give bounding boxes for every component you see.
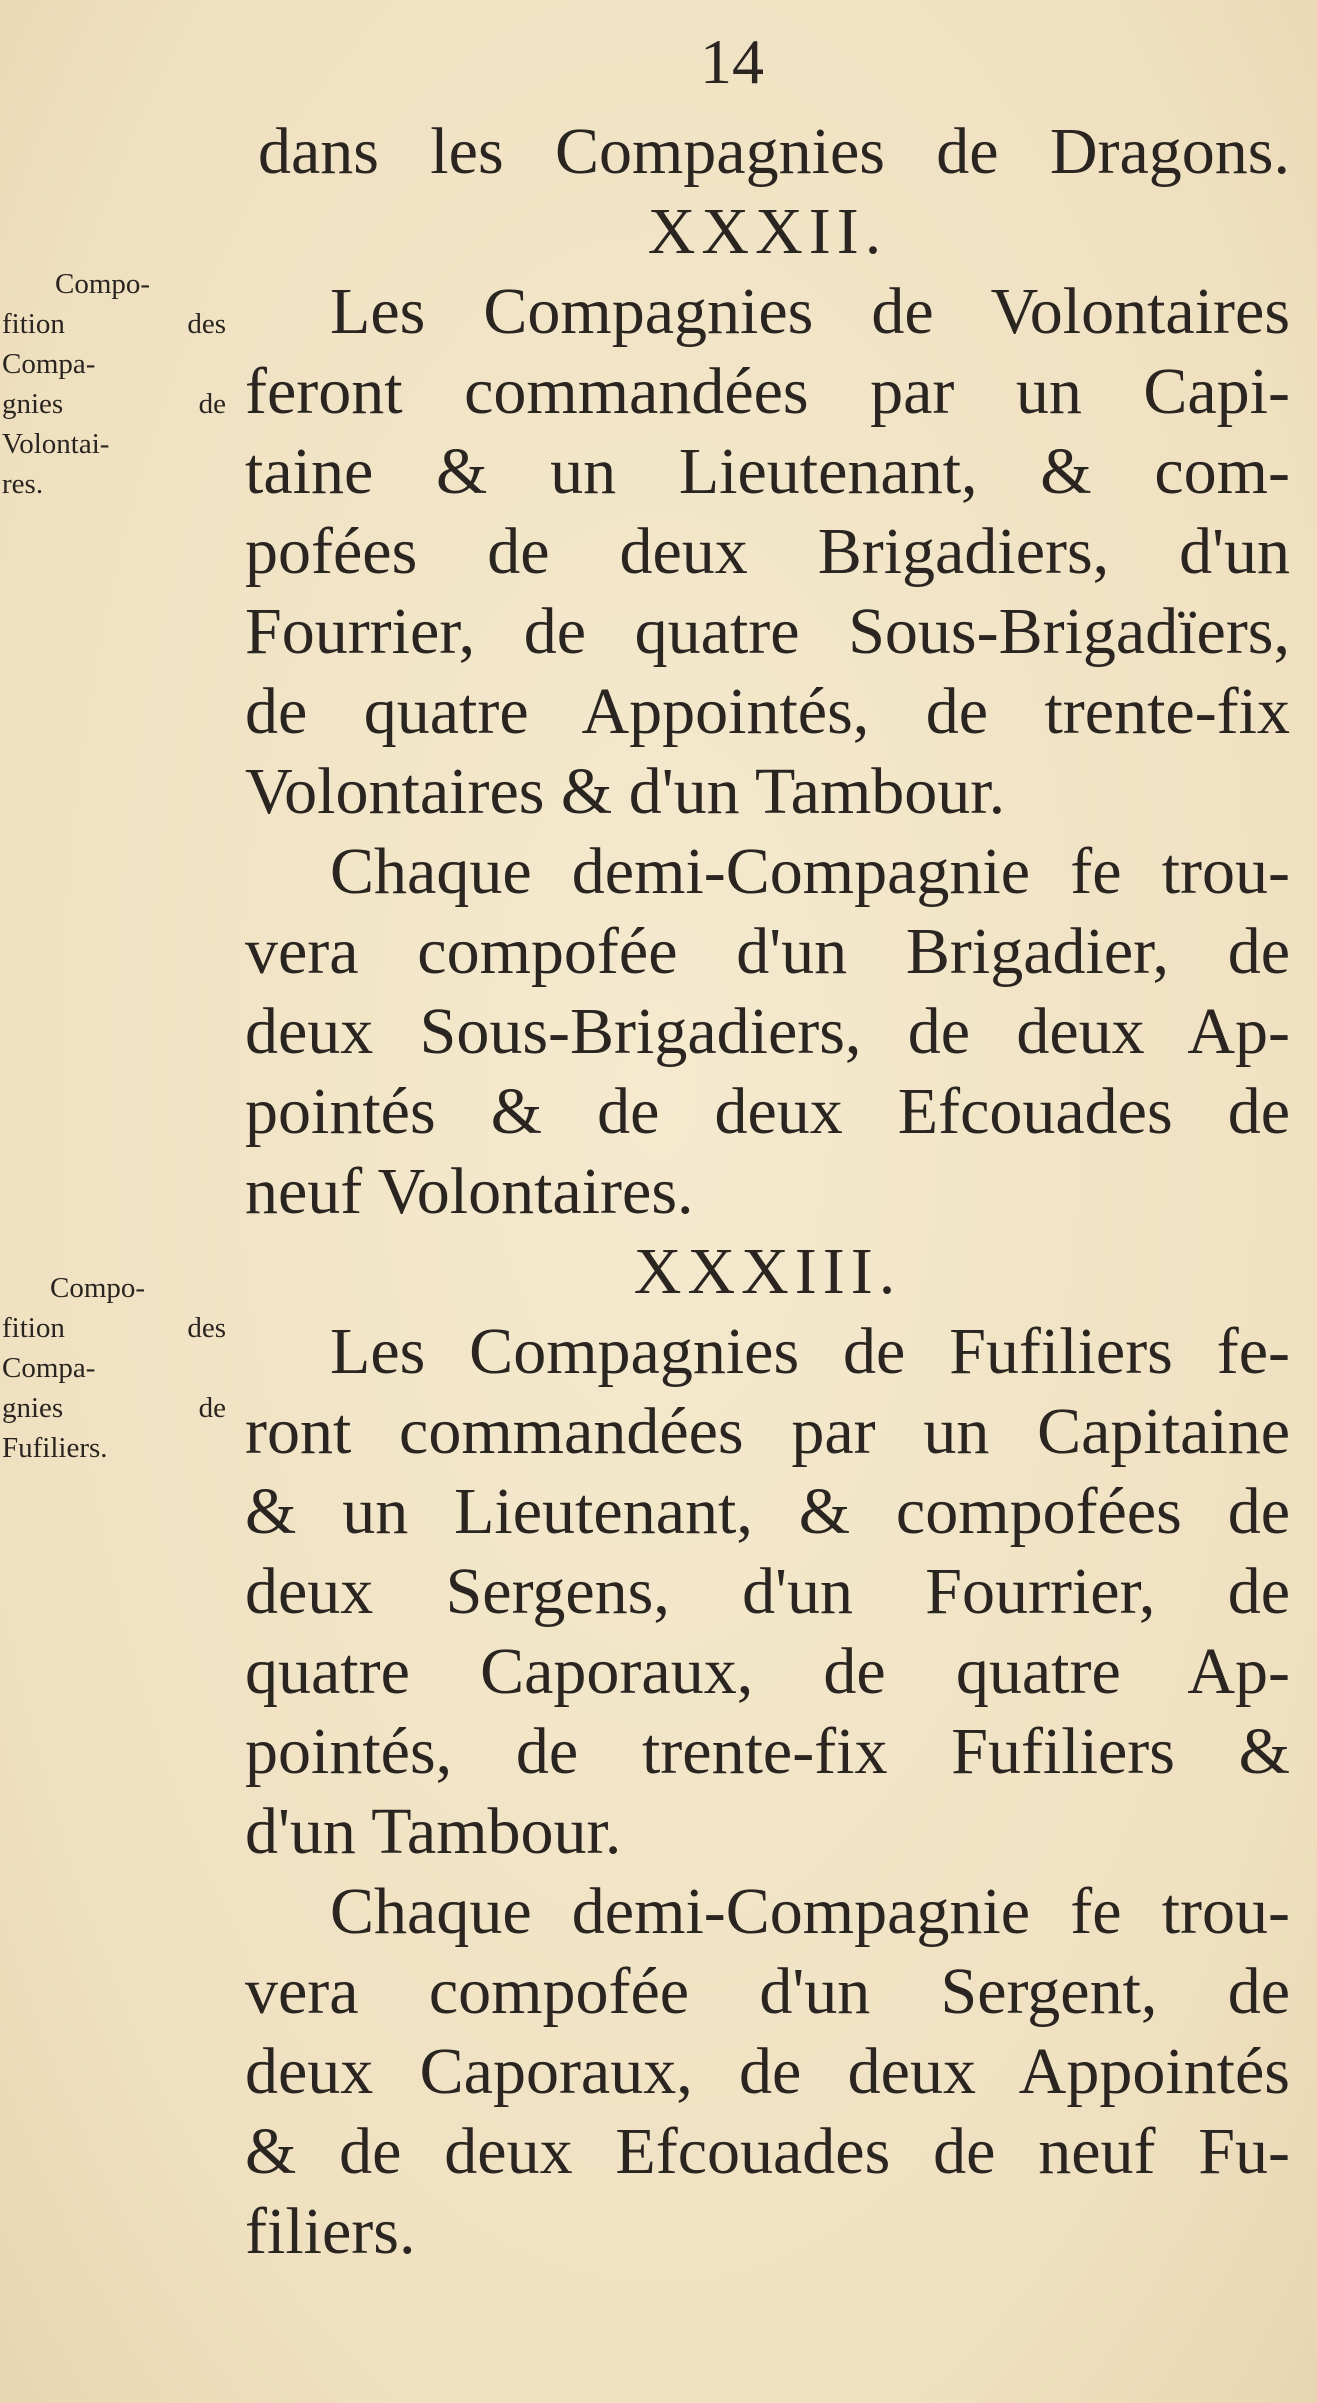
text-line: pointés, de trente-fix Fufiliers &: [245, 1715, 1290, 1788]
text-line: filiers.: [245, 2195, 416, 2268]
text-line: Fourrier, de quatre Sous-Brigadïers,: [245, 595, 1290, 668]
text-line: & un Lieutenant, & compofées de: [245, 1475, 1290, 1548]
section-heading: XXXIII.: [633, 1235, 902, 1308]
text-line: deux Sous-Brigadiers, de deux Ap-: [245, 995, 1290, 1068]
margin-note-line: Compo-: [50, 1272, 146, 1304]
text-line: feront commandées par un Capi-: [245, 355, 1290, 428]
text-line: Les Compagnies de Volontaires: [330, 275, 1290, 348]
text-line: deux Sergens, d'un Fourrier, de: [245, 1555, 1290, 1628]
text-line: Les Compagnies de Fufiliers fe-: [330, 1315, 1290, 1388]
text-line: taine & un Lieutenant, & com-: [245, 435, 1290, 508]
text-line: pofées de deux Brigadiers, d'un: [245, 515, 1290, 588]
margin-note-line: gnies de: [2, 1392, 226, 1424]
margin-note-line: Compa-: [2, 1352, 96, 1384]
margin-note-line: Volontai-: [2, 428, 110, 460]
margin-note-line: gnies de: [2, 388, 226, 420]
text-line: de quatre Appointés, de trente-fix: [245, 675, 1290, 748]
text-line: Chaque demi-Compagnie fe trou-: [330, 1875, 1290, 1948]
text-line: dans les Compagnies de Dragons.: [258, 115, 1290, 188]
text-line: & de deux Efcouades de neuf Fu-: [245, 2115, 1290, 2188]
margin-note-line: Fufiliers.: [2, 1432, 108, 1464]
text-line: vera compofée d'un Brigadier, de: [245, 915, 1290, 988]
text-line: vera compofée d'un Sergent, de: [245, 1955, 1290, 2028]
text-line: d'un Tambour.: [245, 1795, 622, 1868]
text-line: Chaque demi-Compagnie fe trou-: [330, 835, 1290, 908]
margin-note-line: Compa-: [2, 348, 96, 380]
text-line: quatre Caporaux, de quatre Ap-: [245, 1635, 1290, 1708]
margin-note-line: fition des: [2, 1312, 226, 1344]
margin-note-line: Compo-: [55, 268, 151, 300]
text-line: Volontaires & d'un Tambour.: [245, 755, 1006, 828]
text-line: ront commandées par un Capitaine: [245, 1395, 1290, 1468]
text-line: pointés & de deux Efcouades de: [245, 1075, 1290, 1148]
page-number: 14: [700, 26, 764, 97]
section-heading: XXXII.: [647, 195, 888, 268]
text-line: deux Caporaux, de deux Appointés: [245, 2035, 1290, 2108]
margin-note-line: fition des: [2, 308, 226, 340]
text-line: neuf Volontaires.: [245, 1155, 694, 1228]
margin-note-line: res.: [2, 468, 44, 500]
